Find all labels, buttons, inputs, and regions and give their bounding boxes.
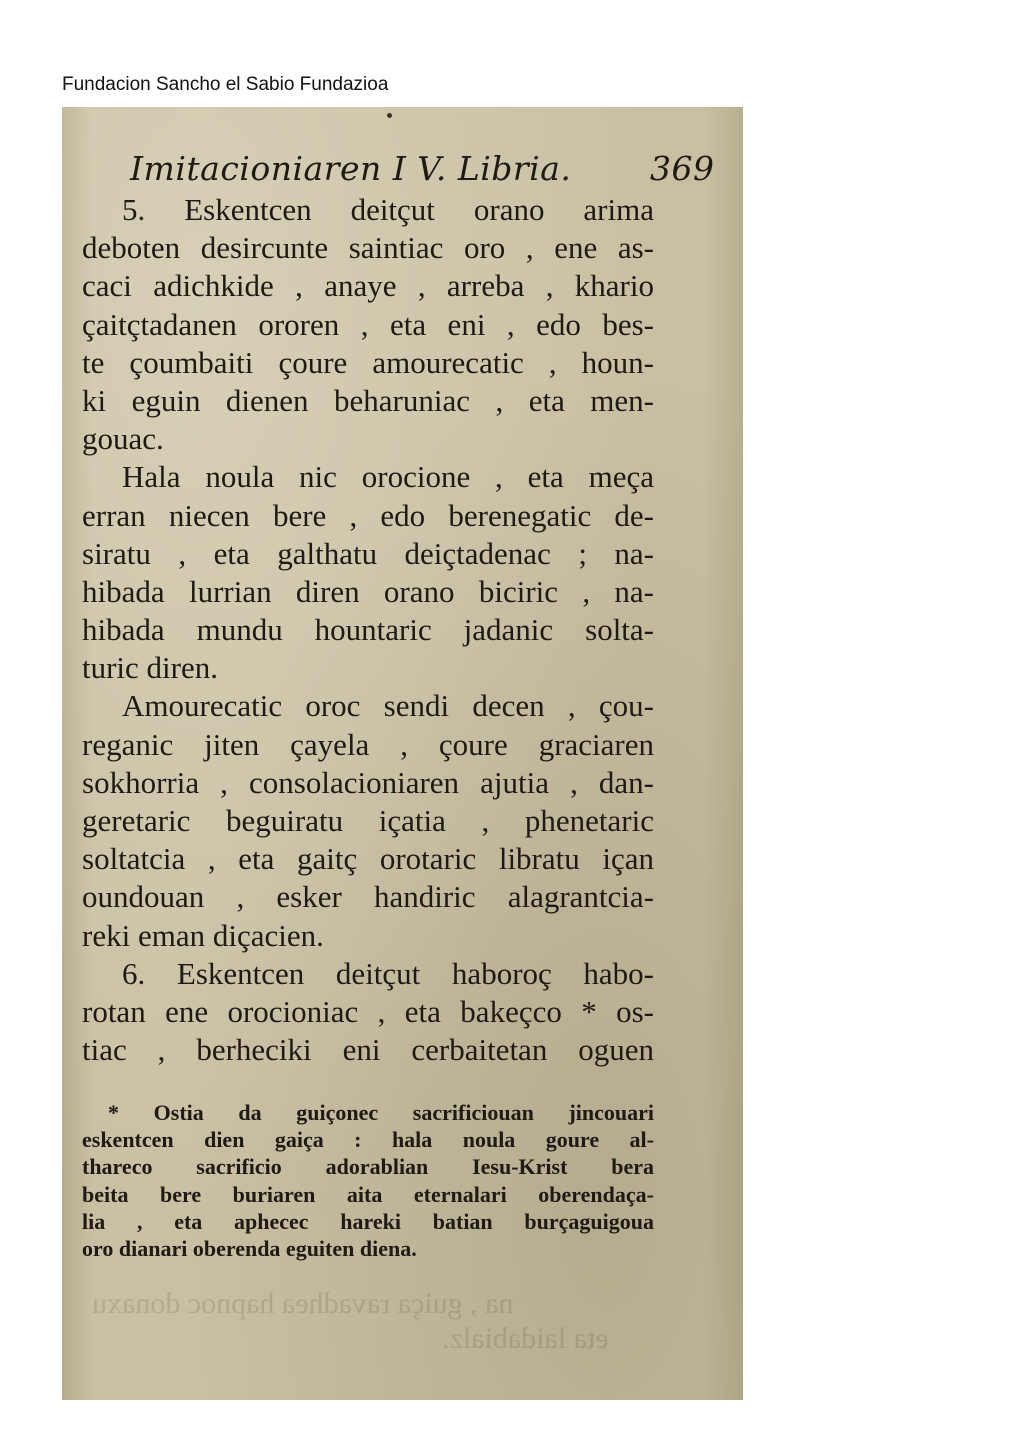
text-line: 5. Eskentcen deitçut orano arima <box>122 192 654 227</box>
text-line: turic diren. <box>82 650 219 686</box>
printer-mark <box>387 113 392 118</box>
footnote-line: eskentcen dien gaiça : hala noula goure al- <box>82 1127 654 1153</box>
text-line: hibada mundu hountaric jadanic solta- <box>82 612 654 648</box>
text-line: Hala noula nic orocione , eta meça <box>122 459 654 495</box>
running-head-title: Imitacioniaren I V. Libria. <box>130 149 572 188</box>
text-line: 6. Eskentcen deitçut haboroç habo- <box>122 955 654 991</box>
text-line: gouac. <box>82 421 164 457</box>
text-line: te çoumbaiti çoure amourecatic , houn- <box>82 344 654 380</box>
running-head <box>130 149 730 188</box>
text-line: erran niecen bere , edo berenegatic de- <box>82 497 654 533</box>
text-line: Amourecatic oroc sendi decen , çou- <box>122 688 654 724</box>
text-line: çaitçtadanen ororen , eta eni , edo bes- <box>82 306 654 342</box>
footnote-line: oro dianari oberenda eguiten diena. <box>82 1235 417 1261</box>
footnote-line: thareco sacrificio adorablian Iesu-Krist bera <box>82 1154 654 1180</box>
text-line: geretaric beguiratu içatia , phenetaric <box>82 803 654 838</box>
footnote-line: beita bere buriaren aita eternalari oberendaça- <box>82 1181 654 1207</box>
text-line: ki eguin dienen beharuniac , eta men- <box>82 382 654 418</box>
text-line: soltatcia , eta gaitç orotaric libratu içan <box>82 841 654 877</box>
text-line: hibada lurrian diren orano biciric , na- <box>82 573 654 609</box>
footnote-line: lia , eta aphecec hareki batian burçaguigoua <box>82 1208 654 1234</box>
archive-source-header: Fundacion Sancho el Sabio Fundazioa <box>62 74 389 95</box>
text-line: siratu , eta galthatu deiçtadenac ; na- <box>82 535 654 571</box>
footnote-line: * Ostia da guiçonec sacrificiouan jincouari <box>108 1100 654 1125</box>
footnote <box>82 1099 654 1262</box>
text-line: oundouan , esker handiric alagrantcia- <box>82 879 654 915</box>
text-line: deboten desircunte saintiac oro , ene as- <box>82 230 654 266</box>
bleed-through-line-2: eta laidabialz. <box>442 1322 609 1355</box>
text-line: reganic jiten çayela , çoure graciaren <box>82 726 654 762</box>
text-line: reki eman diçacien. <box>82 917 324 953</box>
book-page-scan <box>62 107 743 1400</box>
text-line: tiac , berheciki eni cerbaitetan oguen <box>82 1032 654 1068</box>
bleed-through-line-1: na , guiça ravadhea hapnoc donaxu <box>92 1287 514 1320</box>
text-line: caci adichkide , anaye , arreba , khario <box>82 268 654 304</box>
body-text <box>82 191 654 1069</box>
text-line: sokhorria , consolacioniaren ajutia , dan- <box>82 764 654 800</box>
page-number: 369 <box>650 149 715 188</box>
text-line: rotan ene orocioniac , eta bakeçco * os- <box>82 993 654 1029</box>
